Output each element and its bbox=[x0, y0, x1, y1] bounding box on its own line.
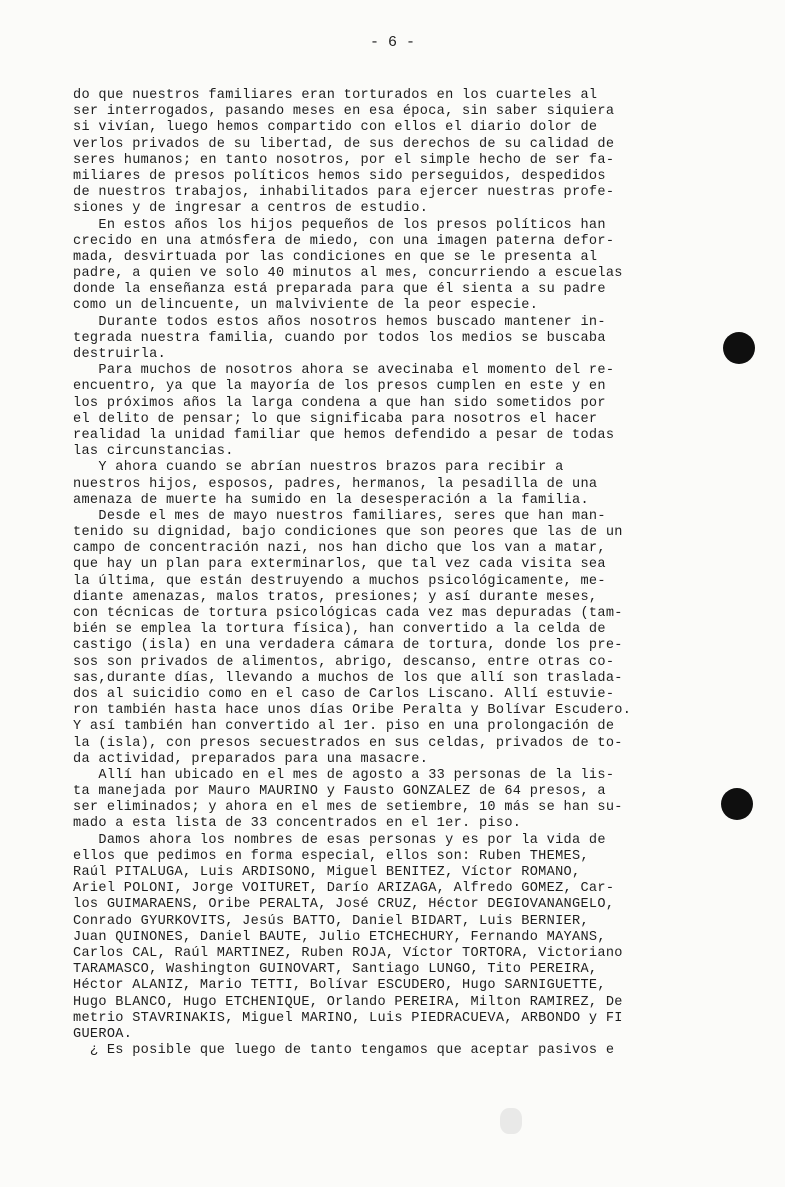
text-line: Para muchos de nosotros ahora se avecinaba el momento del re- bbox=[73, 363, 615, 379]
text-line: Durante todos estos años nosotros hemos buscado mantener in- bbox=[73, 314, 606, 330]
text-line: que hay un plan para exterminarlos, que tal vez cada visita sea bbox=[73, 557, 606, 573]
text-line: las circunstancias. bbox=[73, 444, 234, 460]
text-line: TARAMASCO, Washington GUINOVART, Santiago LUNGO, Tito PEREIRA, bbox=[73, 962, 598, 978]
text-line: siones y de ingresar a centros de estudio. bbox=[73, 201, 429, 217]
text-line: Juan QUINONES, Daniel BAUTE, Julio ETCHECHURY, Fernando MAYANS, bbox=[73, 929, 606, 945]
text-line: nuestros hijos, esposos, padres, hermanos, la pesadilla de una bbox=[73, 476, 598, 492]
text-line: do que nuestros familiares eran torturados en los cuarteles al bbox=[73, 88, 598, 103]
text-line: castigo (isla) en una verdadera cámara de tortura, donde los pre- bbox=[73, 638, 623, 654]
text-line: Y así también han convertido al 1er. piso en una prolongación de bbox=[73, 719, 615, 735]
text-line: Raúl PITALUGA, Luis ARDISONO, Miguel BENITEZ, Víctor ROMANO, bbox=[73, 865, 581, 880]
text-line: la última, que están destruyendo a muchos psicológicamente, me- bbox=[73, 573, 606, 589]
text-line: destruirla. bbox=[73, 347, 167, 362]
text-line: ser eliminados; y ahora en el mes de setiembre, 10 más se han su- bbox=[73, 800, 623, 816]
text-line: diante amenazas, malos tratos, presiones; y así durante meses, bbox=[73, 589, 598, 605]
text-line: tegrada nuestra familia, cuando por todos los medios se buscaba bbox=[73, 330, 606, 346]
text-line: si vivían, luego hemos compartido con ellos el diario dolor de bbox=[73, 120, 598, 136]
text-line: como un delincuente, un malviviente de la peor especie. bbox=[73, 298, 539, 314]
text-line: mada, desvirtuada por las condiciones en que se le presenta al bbox=[73, 249, 598, 265]
text-line: bién se emplea la tortura física), han convertido a la celda de bbox=[73, 622, 606, 638]
text-line: dos al suicidio como en el caso de Carlos Liscano. Allí estuvie- bbox=[73, 686, 615, 702]
text-line: En estos años los hijos pequeños de los presos políticos han bbox=[73, 217, 606, 233]
text-line: da actividad, preparados para una masacre. bbox=[73, 751, 429, 767]
body-text bbox=[73, 88, 763, 1059]
text-line: encuentro, ya que la mayoría de los presos cumplen en este y en bbox=[73, 379, 606, 395]
text-line: metrio STAVRINAKIS, Miguel MARINO, Luis PIEDRACUEVA, ARBONDO y FI bbox=[73, 1010, 623, 1026]
text-line: tenido su dignidad, bajo condiciones que son peores que las de un bbox=[73, 525, 623, 541]
text-line: ron también hasta hace unos días Oribe Peralta y Bolívar Escudero. bbox=[73, 703, 632, 719]
text-line: donde la enseñanza está preparada para que él sienta a su padre bbox=[73, 282, 606, 298]
text-line: Ariel POLONI, Jorge VOITURET, Darío ARIZAGA, Alfredo GOMEZ, Car- bbox=[73, 881, 615, 897]
punch-hole bbox=[721, 788, 753, 820]
text-line: sas,durante días, llevando a muchos de los que allí son traslada- bbox=[73, 670, 623, 686]
text-line: Allí han ubicado en el mes de agosto a 33 personas de la lis- bbox=[73, 767, 615, 783]
text-line: Hugo BLANCO, Hugo ETCHENIQUE, Orlando PEREIRA, Milton RAMIREZ, De bbox=[73, 994, 623, 1010]
text-line: Y ahora cuando se abrían nuestros brazos para recibir a bbox=[73, 460, 564, 476]
text-line: Héctor ALANIZ, Mario TETTI, Bolívar ESCUDERO, Hugo SARNIGUETTE, bbox=[73, 978, 606, 994]
text-line: miliares de presos políticos hemos sido perseguidos, despedidos bbox=[73, 168, 606, 184]
text-line: el delito de pensar; lo que significaba para nosotros el hacer bbox=[73, 411, 598, 427]
text-line: crecido en una atmósfera de miedo, con una imagen paterna defor- bbox=[73, 233, 615, 249]
paper-smudge bbox=[500, 1108, 522, 1134]
text-line: Carlos CAL, Raúl MARTINEZ, Ruben ROJA, Víctor TORTORA, Victoriano bbox=[73, 945, 623, 961]
text-line: amenaza de muerte ha sumido en la desesperación a la familia. bbox=[73, 492, 589, 508]
text-line: verlos privados de su libertad, de sus derechos de su calidad de bbox=[73, 136, 615, 152]
text-line: de nuestros trabajos, inhabilitados para ejercer nuestras profe- bbox=[73, 185, 615, 201]
text-line: seres humanos; en tanto nosotros, por el simple hecho de ser fa- bbox=[73, 152, 615, 168]
text-line: ser interrogados, pasando meses en esa época, sin saber siquiera bbox=[73, 104, 615, 120]
text-line: GUEROA. bbox=[73, 1026, 133, 1042]
text-line: Damos ahora los nombres de esas personas y es por la vida de bbox=[73, 832, 606, 848]
text-line: padre, a quien ve solo 40 minutos al mes, concurriendo a escuelas bbox=[73, 266, 623, 282]
text-line: ta manejada por Mauro MAURINO y Fausto GONZALEZ de 64 presos, a bbox=[73, 784, 606, 800]
page-number: - 6 - bbox=[369, 34, 415, 51]
text-line: la (isla), con presos secuestrados en sus celdas, privados de to- bbox=[73, 735, 623, 751]
text-line: Desde el mes de mayo nuestros familiares, seres que han man- bbox=[73, 508, 606, 524]
text-line: los GUIMARAENS, Oribe PERALTA, José CRUZ, Héctor DEGIOVANANGELO, bbox=[73, 897, 615, 913]
text-line: campo de concentración nazi, nos han dicho que los van a matar, bbox=[73, 541, 606, 557]
text-line: Conrado GYURKOVITS, Jesús BATTO, Daniel BIDART, Luis BERNIER, bbox=[73, 913, 589, 929]
punch-hole bbox=[723, 332, 755, 364]
text-line: los próximos años la larga condena a que han sido sometidos por bbox=[73, 395, 606, 411]
text-line: ¿ Es posible que luego de tanto tengamos que aceptar pasivos e bbox=[73, 1043, 615, 1059]
text-line: realidad la unidad familiar que hemos defendido a pesar de todas bbox=[73, 427, 615, 443]
text-line: mado a esta lista de 33 concentrados en el 1er. piso. bbox=[73, 816, 522, 832]
text-line: con técnicas de tortura psicológicas cada vez mas depuradas (tam- bbox=[73, 606, 623, 621]
text-line: sos son privados de alimentos, abrigo, descanso, entre otras co- bbox=[73, 654, 615, 670]
text-line: ellos que pedimos en forma especial, ellos son: Ruben THEMES, bbox=[73, 848, 589, 864]
